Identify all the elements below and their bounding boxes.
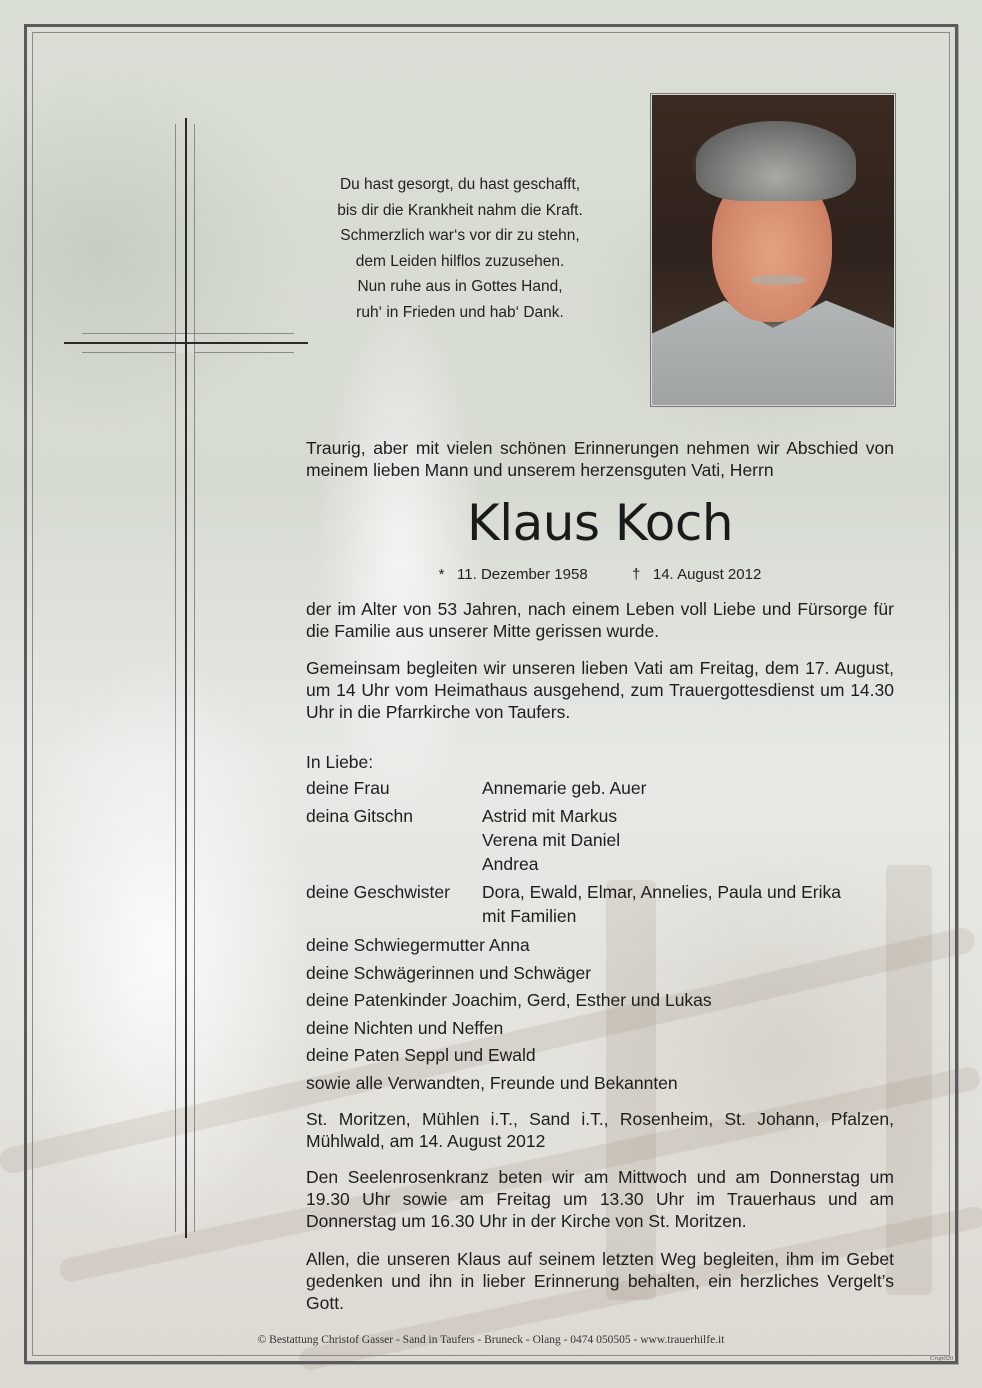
death-cross-icon: † (632, 566, 641, 583)
poem-line: Du hast gesorgt, du hast geschafft, (339, 176, 581, 193)
poem-line: ruh‘ in Frieden und hab‘ Dank. (356, 303, 564, 321)
family-names: Andrea (482, 854, 539, 874)
family-line: deine Patenkinder Joachim, Gerd, Esther und Lukas (306, 990, 712, 1010)
family-row (306, 776, 894, 800)
thanks-text: Allen, die unseren Klaus auf seinem letzten Weg begleiten, ihm im Gebet gedenken und ihn in lieber Erinnerung behalten, ein herzliches Vergelt’s Gott. (306, 1249, 894, 1313)
intro-text: Traurig, aber mit vielen schönen Erinnerungen nehmen wir Abschied von meinem lieben Mann und unserem herzensguten Vati, Herrn (306, 438, 894, 480)
photo-mustache (750, 275, 806, 285)
poem-line: bis dir die Krankheit nahm die Kraft. (337, 201, 583, 219)
family-relation: deine Geschwister (306, 882, 450, 902)
photo-hair (696, 121, 856, 201)
poem-line: Schmerzlich war‘s vor dir zu stehn, (340, 227, 580, 244)
cross-vertical-left-line (175, 124, 176, 1232)
poem (300, 172, 620, 325)
cross-vertical-right-line (194, 124, 195, 1232)
cross-horizontal-main-line (64, 342, 308, 344)
family-names: Verena mit Daniel (482, 830, 621, 850)
age-text: der im Alter von 53 Jahren, nach einem Leben voll Liebe und Fürsorge für die Familie aus unserer Mitte gerissen wurde. (306, 599, 894, 641)
death-date: 14. August 2012 (652, 566, 762, 583)
family-line: sowie alle Verwandten, Freunde und Bekannten (306, 1072, 678, 1093)
places-text: St. Moritzen, Mühlen i.T., Sand i.T., Rosenheim, St. Johann, Pfalzen, Mühlwald, am 14. August 2012 (306, 1109, 894, 1151)
poem-line: dem Leiden hilflos zuzusehen. (355, 252, 565, 270)
family-intro: In Liebe: (306, 752, 374, 772)
life-dates (306, 566, 894, 583)
birth-date: 11. Dezember 1958 (457, 566, 588, 583)
family-names: Annemarie geb. Auer (482, 778, 647, 798)
funeral-text: Gemeinsam begleiten wir unseren lieben Vati am Freitag, dem 17. August, um 14 Uhr vom Heimathaus ausgehend, zum Trauergottesdienst um 14.30 Uhr in die Pfarrkirche von Taufers. (306, 658, 894, 722)
family-relation: deina Gitschn (306, 806, 414, 826)
poem-line: Nun ruhe aus in Gottes Hand, (357, 278, 563, 295)
portrait-photo (651, 94, 895, 406)
cross-vertical-main-line (185, 118, 187, 1238)
footer-credit: © Bestattung Christof Gasser - Sand in Taufers - Bruneck - Olang - 0474 050505 - www.trauerhilfe.it (257, 1334, 725, 1346)
family-line: deine Paten Seppl und Ewald (306, 1045, 536, 1065)
rosary-text: Den Seelenrosenkranz beten wir am Mittwoch und am Donnerstag um 19.30 Uhr sowie am Freitag um 13.30 Uhr im Trauerhaus und am Donnerstag um 16.30 Uhr in der Kirche von St. Moritzen. (306, 1167, 894, 1231)
family-line: deine Schwägerinnen und Schwäger (306, 962, 592, 983)
family-names: Dora, Ewald, Elmar, Annelies, Paula und Erika (482, 882, 841, 902)
family-row (306, 880, 894, 928)
family-relation: deine Frau (306, 778, 390, 798)
family-names: mit Familien (482, 906, 577, 926)
birth-star-icon: * (438, 566, 445, 583)
family-list (306, 748, 894, 1097)
family-line: deine Nichten und Neffen (306, 1017, 504, 1038)
family-line: deine Schwiegermutter Anna (306, 935, 530, 955)
family-row (306, 804, 894, 876)
family-names: Astrid mit Markus (482, 806, 618, 826)
designer-signature: Crup020 (930, 1355, 954, 1362)
deceased-name: Klaus Koch (466, 494, 734, 552)
